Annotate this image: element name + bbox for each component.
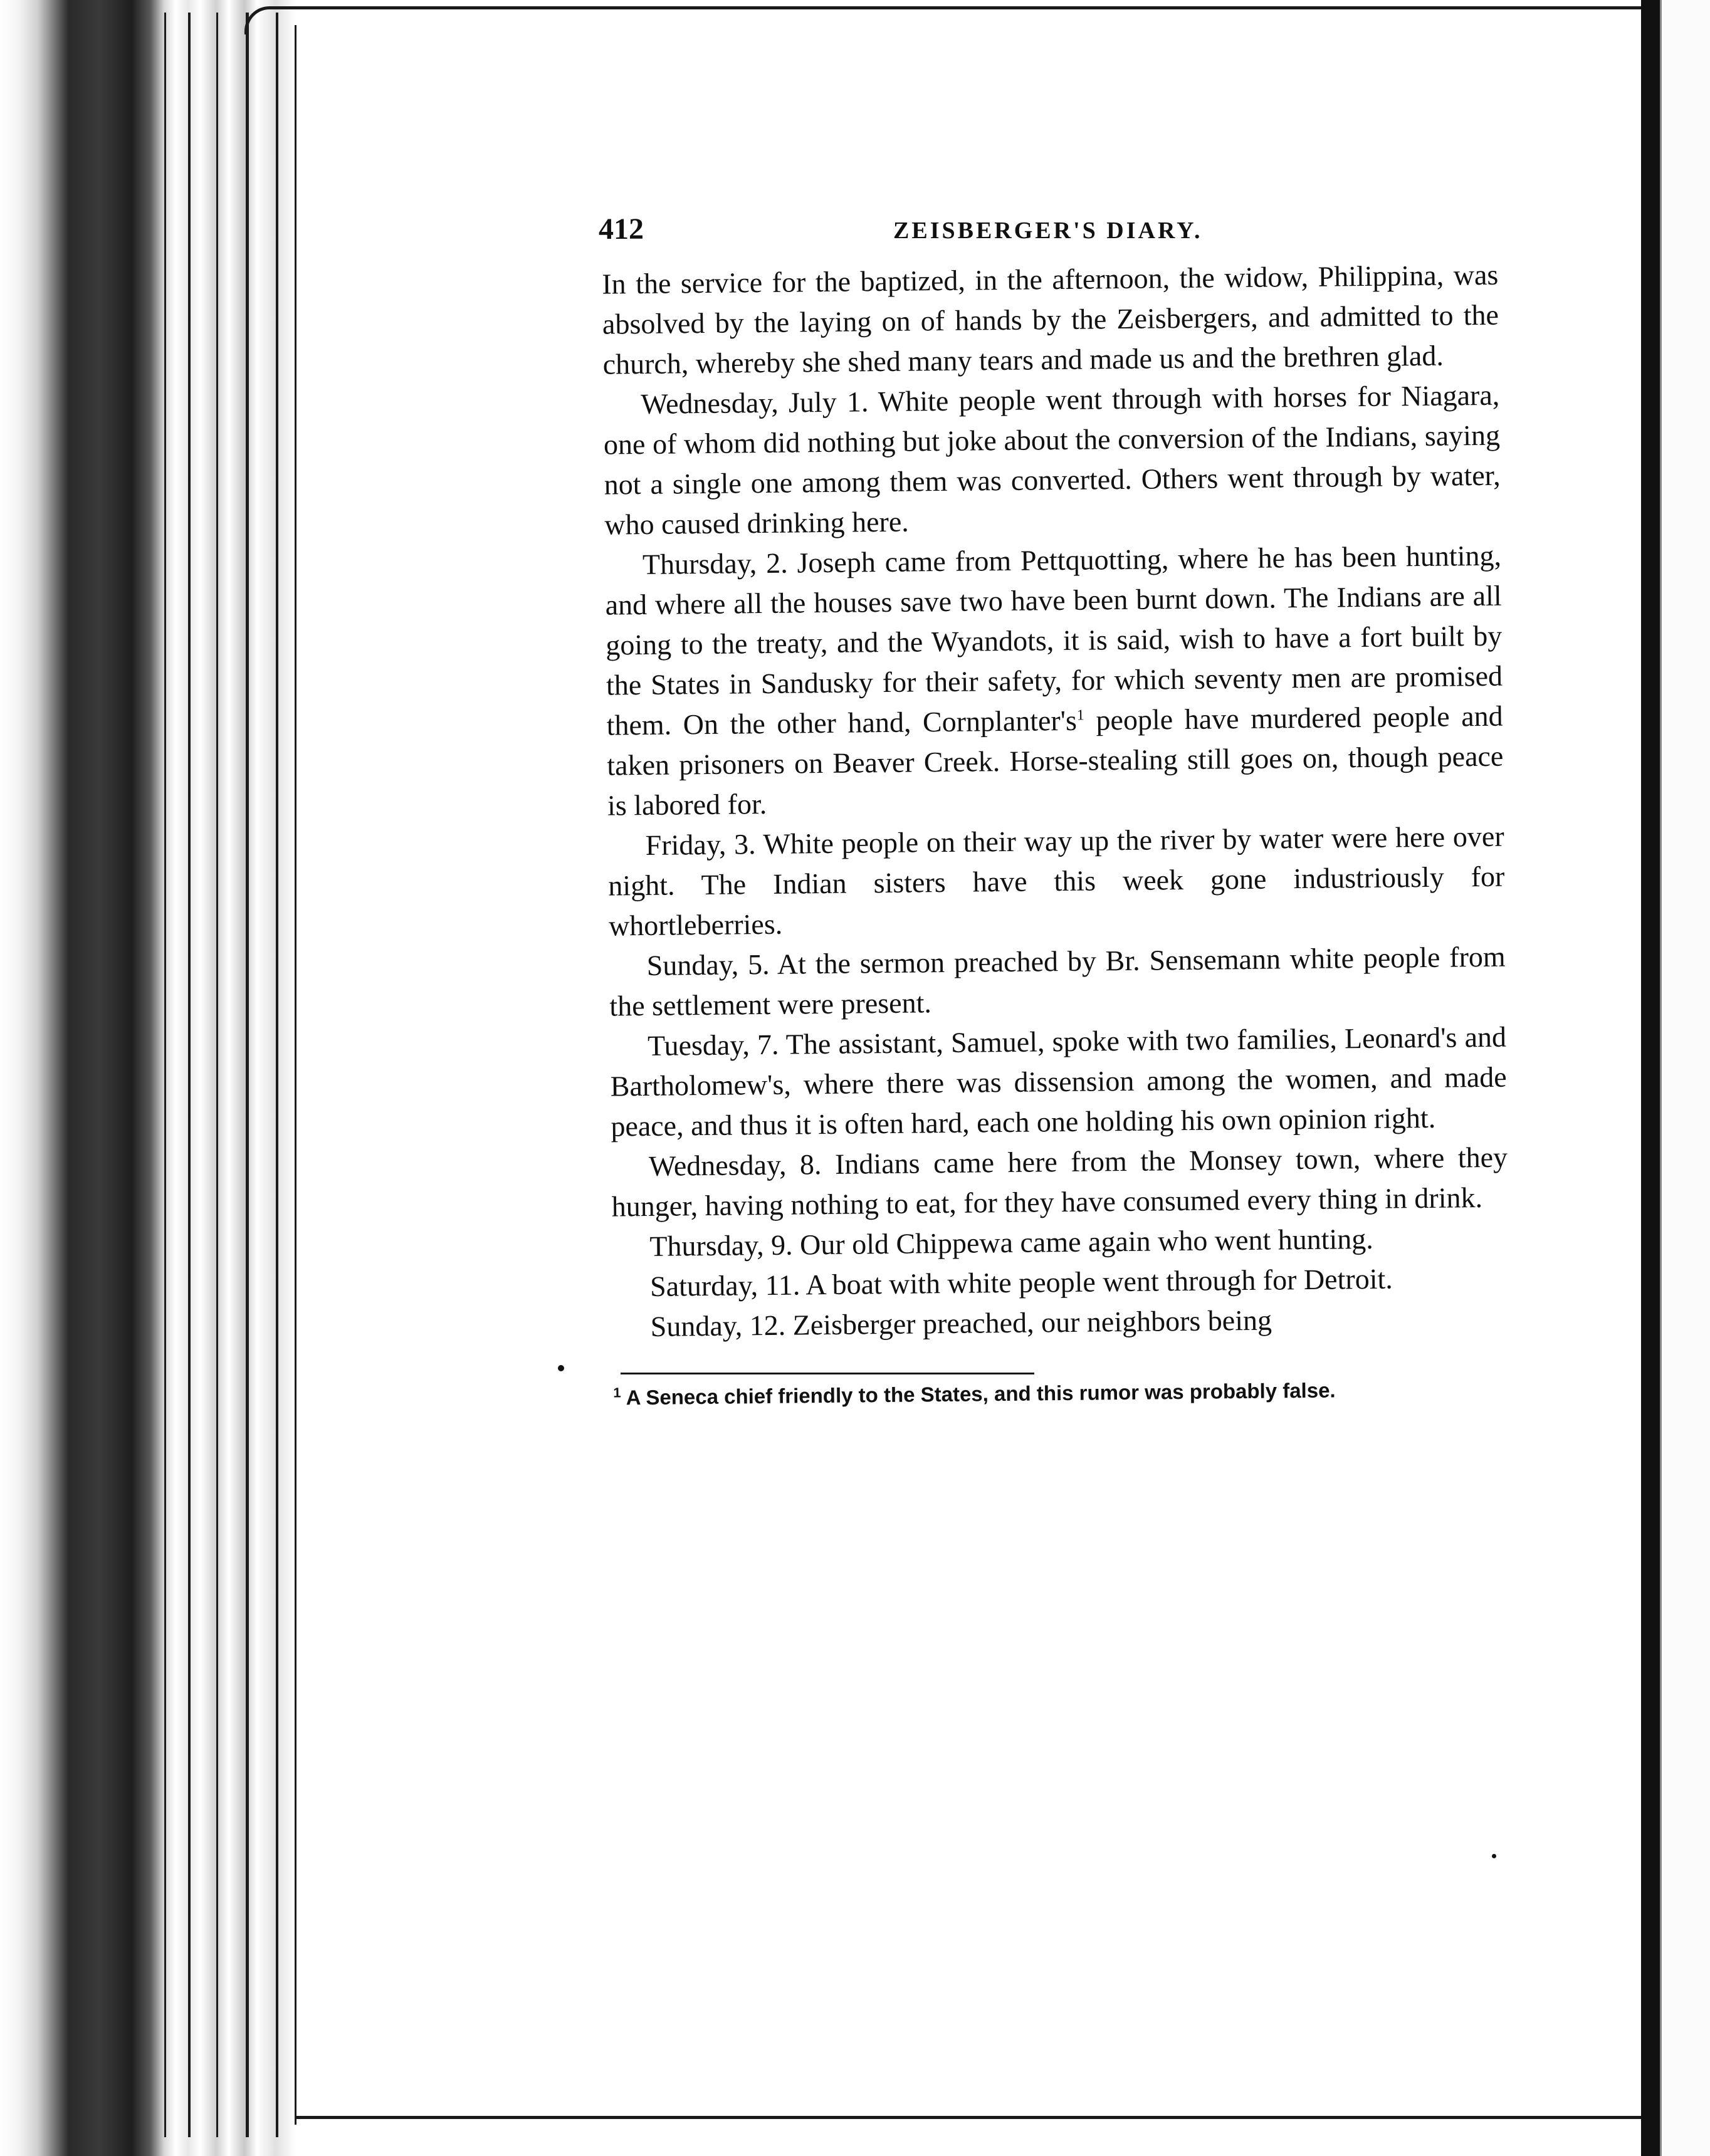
page-edge-line: [164, 13, 166, 2137]
page-bottom-edge: [295, 2116, 1692, 2119]
body-text: [583, 255, 1509, 1348]
paragraph: In the service for the baptized, in the afternoon, the widow, Philippina, was absolved by the laying on of hands by the Zeisbergers, and admitted to the church, whereby she shed many tears and made us and the brethren glad.: [602, 258, 1499, 380]
running-title: ZEISBERGER'S DIARY.: [893, 217, 1203, 244]
page-edge-line: [276, 13, 278, 2137]
paragraph: Thursday, 9. Our old Chippewa came again who went hunting.: [649, 1222, 1374, 1262]
footnote: [583, 1365, 1499, 1417]
paragraph: Tuesday, 7. The assistant, Samuel, spoke with two families, Leonard's and Bartholomew's, where there was dissension among the women, and made peace, and thus it is often hard, each one holding his own opinion right.: [610, 1020, 1507, 1143]
page-edge-line: [216, 13, 218, 2137]
paragraph: Sunday, 5. At the sermon preached by Br. Sensemann white people from the settlement were present.: [609, 940, 1506, 1022]
page-edge-line: [188, 13, 191, 2137]
gutter-shadow: [1641, 0, 1660, 2156]
paragraph: Wednesday, 8. Indians came here from the Monsey town, where they hunger, having nothing to eat, for they have consumed every thing in drink.: [611, 1141, 1508, 1223]
footnote-reference: 1: [1076, 707, 1084, 724]
speck: [1492, 1854, 1496, 1858]
footnote-text: A Seneca chief friendly to the States, and this rumor was probably false.: [626, 1378, 1336, 1410]
paragraph: Saturday, 11. A boat with white people went through for Detroit.: [649, 1262, 1393, 1302]
page-edge-line: [295, 25, 296, 2125]
page-edge-line: [246, 13, 249, 2137]
facing-page-edge: [1660, 0, 1710, 2156]
speck: [558, 1365, 564, 1371]
paragraph-text: people have murdered people and taken prisoners on Beaver Creek. Horse-stealing still goes on, though peace is labored for.: [607, 699, 1504, 822]
page-number: 412: [599, 212, 644, 246]
paragraph: [605, 536, 1504, 826]
book-binding-edge: [0, 0, 295, 2156]
page-content: [583, 207, 1508, 1417]
paragraph: Wednesday, July 1. White people went through with horses for Niagara, one of whom did nothing but joke about the conversion of the Indians, saying not a single one among them was converted. Others went through by water, who caused drinking here.: [603, 379, 1501, 541]
footnote-marker: 1: [613, 1384, 621, 1401]
paragraph-text: Thursday, 2. Joseph came from Pettquotting, where he has been hunting, and where all the houses save two have been burnt down. The Indians are all going to the treaty, and the Wyandots, it is said, wish to have a fort built by the States in Sandusky for their safety, for which seventy men are promised them. On the other hand, Cornplanter's: [605, 539, 1503, 741]
running-head: [583, 207, 1498, 251]
paragraph: Sunday, 12. Zeisberger preached, our neighbors being: [650, 1304, 1272, 1342]
page-top-edge: [244, 6, 1658, 34]
paragraph: Friday, 3. White people on their way up the river by water were here over night. The Indian sisters have this week gone industriously for whortleberries.: [608, 820, 1505, 942]
